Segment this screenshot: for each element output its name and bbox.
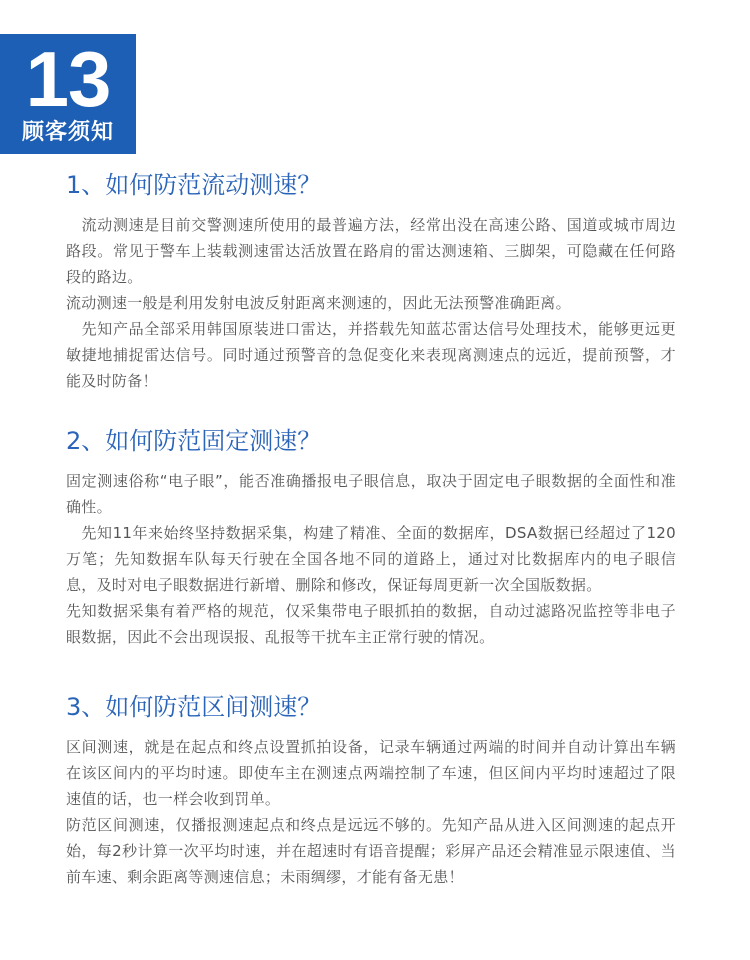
section-number-badge — [0, 34, 136, 154]
paragraph: 先知数据采集有着严格的规范，仅采集带电子眼抓拍的数据，自动过滤路况监控等非电子眼数据，因此不会出现误报、乱报等干扰车主正常行驶的情况。 — [66, 602, 676, 646]
section-title: 3、如何防范区间测速？ — [66, 693, 322, 721]
paragraph: 流动测速一般是利用发射电波反射距离来测速的，因此无法预警准确距离。 — [66, 294, 571, 312]
paragraph: 防范区间测速，仅播报测速起点和终点是远远不够的。先知产品从进入区间测速的起点开始，每2秒计算一次平均时速，并在超速时有语音提醒；彩屏产品还会精准显示限速值、当前车速、剩余距离等测速信息；未雨绸缪，才能有备无患！ — [66, 816, 676, 886]
section-title: 2、如何防范固定测速？ — [66, 427, 322, 455]
section-fixed-speed-camera — [66, 424, 676, 650]
section-average-speed-camera — [66, 690, 676, 890]
paragraph: 先知11年来始终坚持数据采集，构建了精准、全面的数据库，DSA数据已经超过了120万笔；先知数据车队每天行驶在全国各地不同的道路上，通过对比数据库内的电子眼信息，及时对电子眼数据进行新增、删除和修改，保证每周更新一次全国版数据。 — [66, 524, 676, 594]
paragraph: 固定测速俗称“电子眼”，能否准确播报电子眼信息，取决于固定电子眼数据的全面性和准确性。 — [66, 472, 676, 516]
badge-number: 13 — [25, 35, 111, 123]
badge-label: 顾客须知 — [21, 120, 114, 145]
paragraph: 流动测速是目前交警测速所使用的最普遍方法，经常出没在高速公路、国道或城市周边路段。常见于警车上装载测速雷达活放置在路肩的雷达测速箱、三脚架，可隐藏在任何路段的路边。 — [66, 216, 676, 286]
paragraph: 先知产品全部采用韩国原装进口雷达，并搭载先知蓝芯雷达信号处理技术，能够更远更敏捷地捕捉雷达信号。同时通过预警音的急促变化来表现离测速点的远近，提前预警，才能及时防备！ — [66, 320, 676, 390]
notice-content — [66, 168, 676, 890]
paragraph: 区间测速，就是在起点和终点设置抓拍设备，记录车辆通过两端的时间并自动计算出车辆在该区间内的平均时速。即使车主在测速点两端控制了车速，但区间内平均时速超过了限速值的话，也一样会收到罚单。 — [66, 738, 676, 808]
section-mobile-speed-camera — [66, 168, 676, 394]
section-title: 1、如何防范流动测速？ — [66, 171, 322, 199]
